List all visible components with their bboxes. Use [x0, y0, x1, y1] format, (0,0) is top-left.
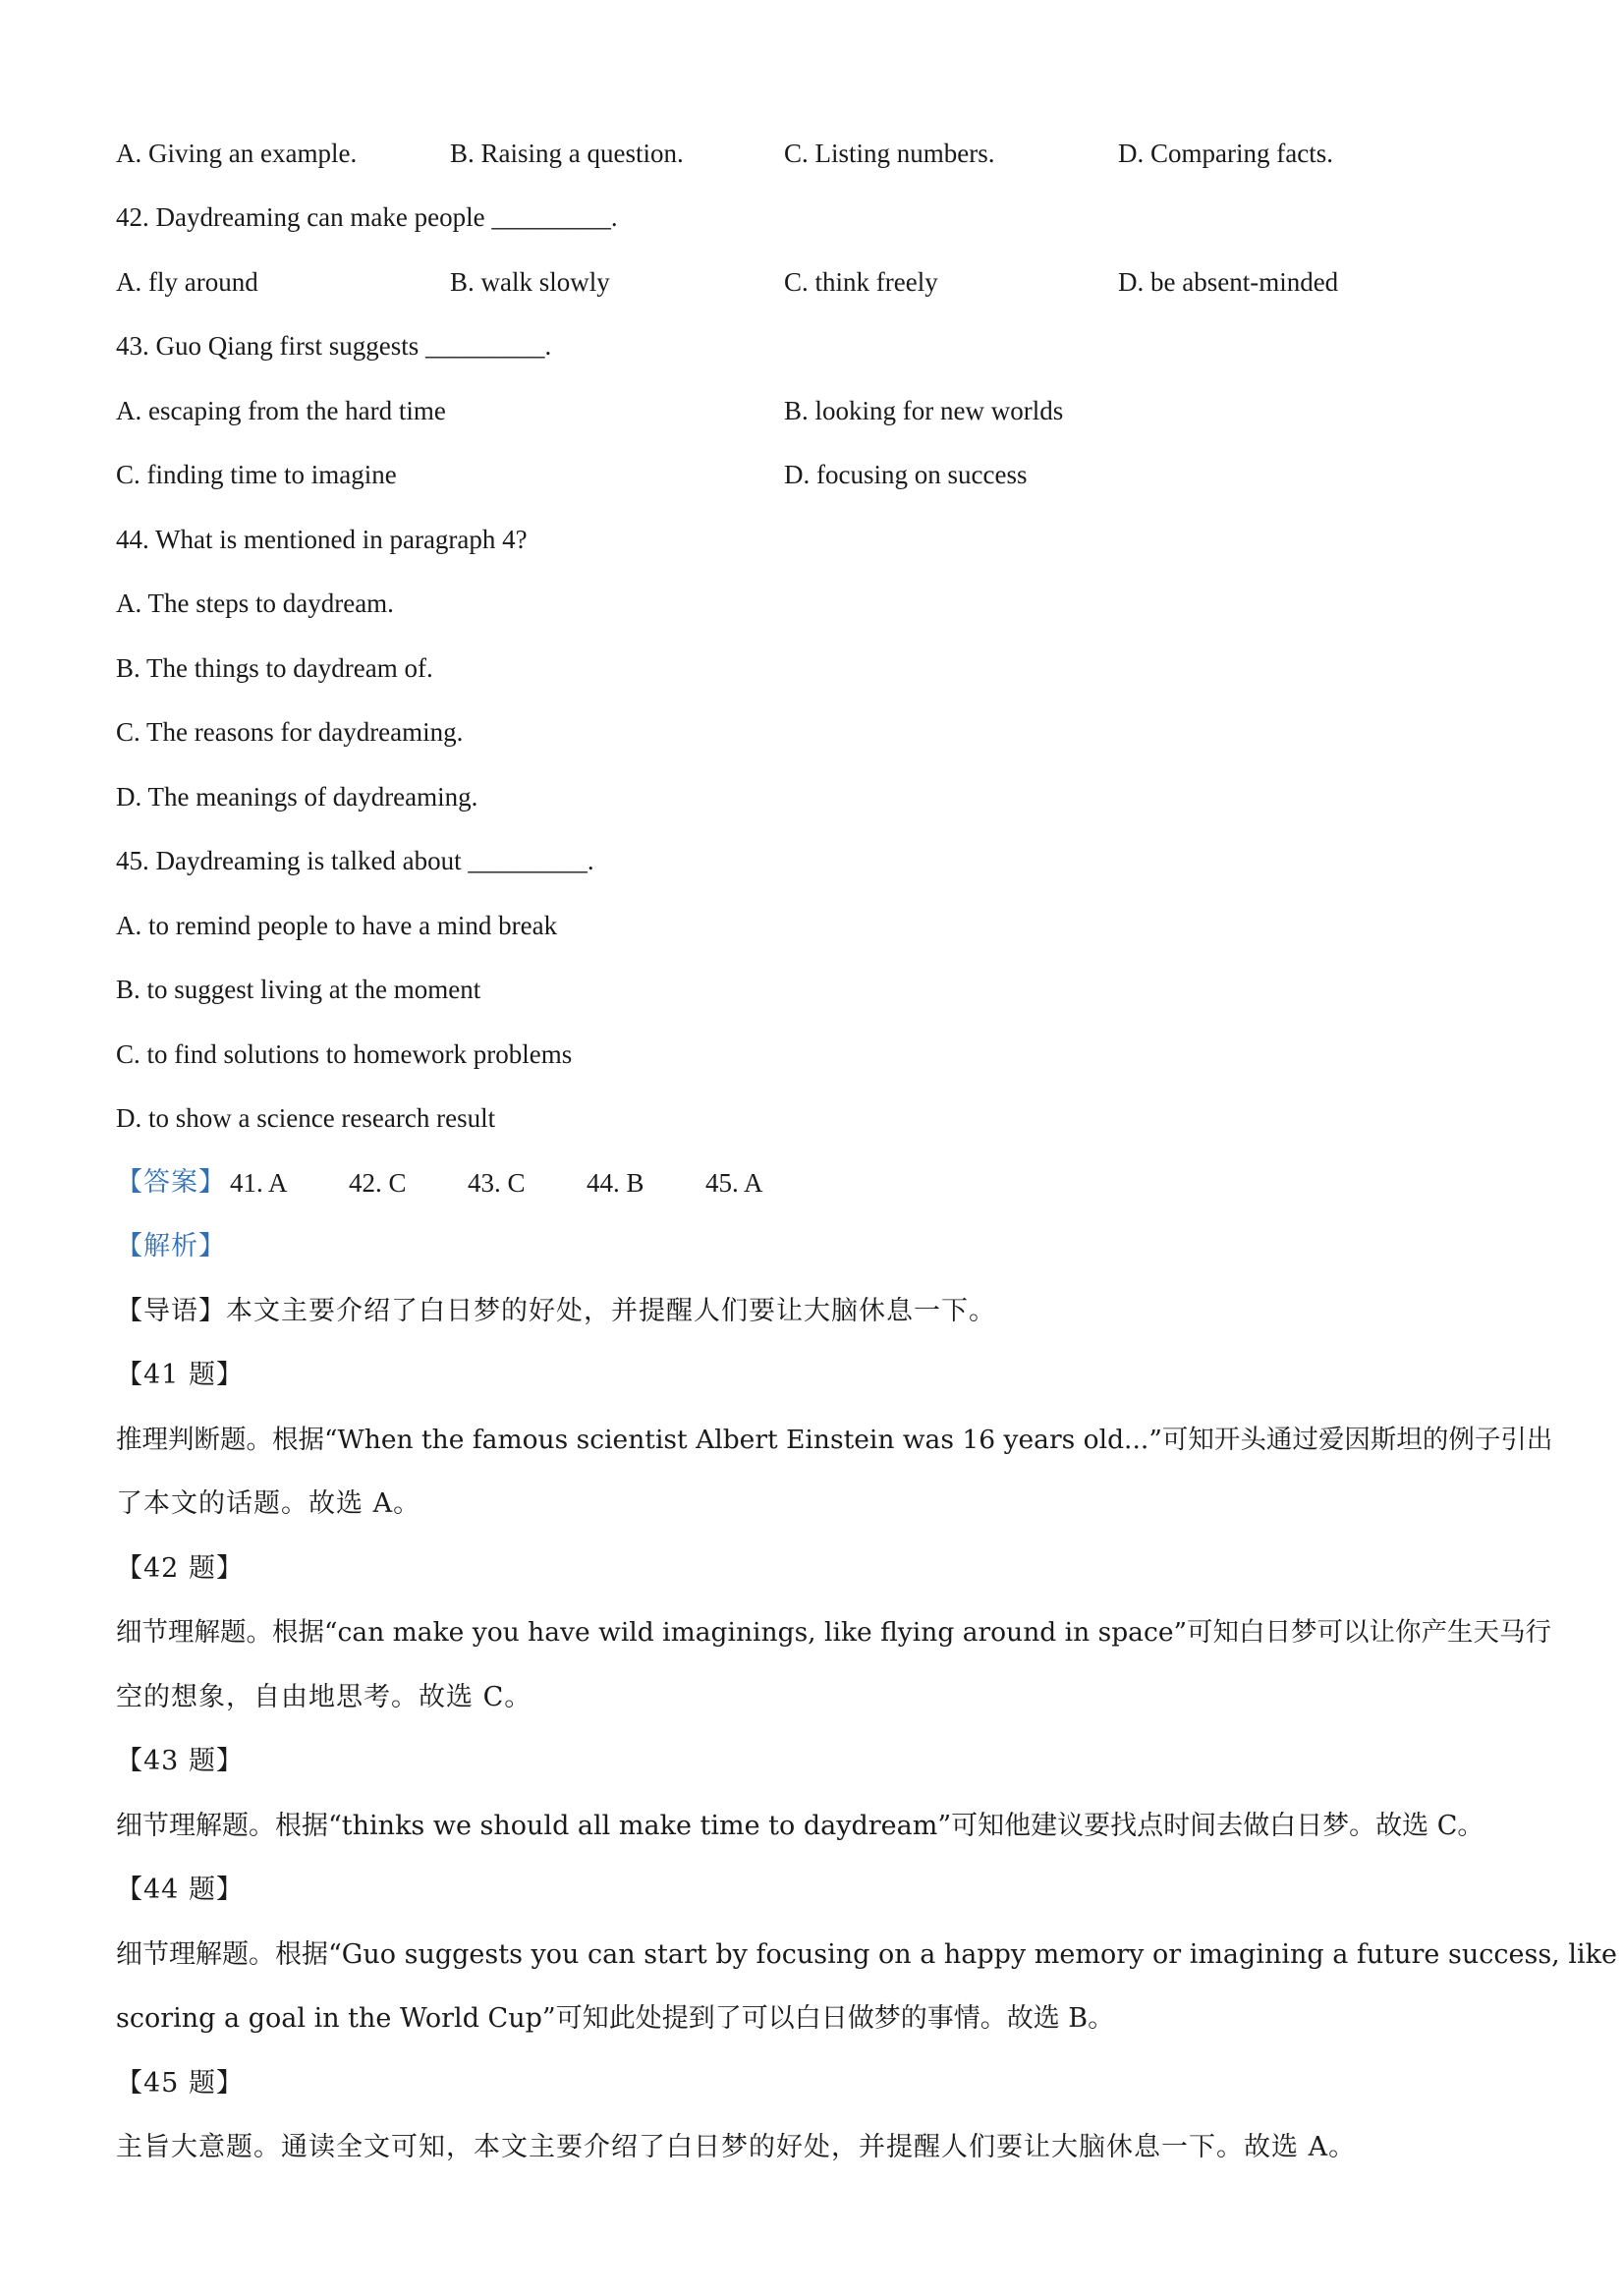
q41-options — [116, 129, 1491, 178]
answer-42: 42. C — [349, 1168, 407, 1198]
answer-label: 【答案】 — [116, 1167, 226, 1198]
q42-option-c: C. think freely — [784, 267, 938, 297]
q43-option-c: C. finding time to imagine — [116, 460, 397, 489]
q43-analysis-line1: 细节理解题。根据“thinks we should all make time to daydream”可知他建议要找点时间去做白日梦。故选 C。 — [116, 1811, 1484, 1841]
q41-analysis-line1: 推理判断题。根据“When the famous scientist Albert Einstein was 16 years old...”可知开头通过爱因斯坦的例子引出 — [116, 1425, 1553, 1455]
q43-stem: 43. Guo Qiang first suggests _________. — [116, 331, 552, 361]
q43-option-b: B. looking for new worlds — [784, 396, 1064, 425]
q42-options — [116, 257, 1491, 307]
answer-41: 41. A — [230, 1168, 288, 1198]
q45-option-b: B. to suggest living at the moment — [116, 975, 481, 1004]
q44-analysis-line2: scoring a goal in the World Cup”可知此处提到了可以白日做梦的事情。故选 B。 — [116, 2003, 1115, 2034]
q42-stem: 42. Daydreaming can make people _________. — [116, 202, 618, 232]
analysis-intro: 【导语】本文主要介绍了白日梦的好处，并提醒人们要让大脑休息一下。 — [116, 1296, 996, 1326]
q41-option-d: D. Comparing facts. — [1118, 139, 1333, 168]
q43-option-d: D. focusing on success — [784, 460, 1028, 489]
q45-analysis-heading: 【45 题】 — [116, 2068, 244, 2099]
q43-options-row2 — [116, 450, 1491, 499]
q45-stem: 45. Daydreaming is talked about _________. — [116, 846, 594, 875]
q45-option-c: C. to find solutions to homework problems — [116, 1039, 573, 1069]
q41-analysis-heading: 【41 题】 — [116, 1360, 244, 1390]
q42-option-b: B. walk slowly — [450, 267, 610, 297]
q44-stem: 44. What is mentioned in paragraph 4? — [116, 525, 528, 554]
q44-option-d: D. The meanings of daydreaming. — [116, 782, 478, 812]
q44-analysis-line1: 细节理解题。根据“Guo suggests you can start by focusing on a happy memory or imagining a future success, like — [116, 1939, 1617, 1970]
q42-analysis-heading: 【42 题】 — [116, 1553, 244, 1584]
q43-option-a: A. escaping from the hard time — [116, 396, 446, 425]
q42-analysis-line1: 细节理解题。根据“can make you have wild imaginings, like flying around in space”可知白日梦可以让你产生天马行 — [116, 1617, 1552, 1648]
q45-option-d: D. to show a science research result — [116, 1103, 496, 1133]
q41-option-c: C. Listing numbers. — [784, 139, 995, 168]
answer-43: 43. C — [468, 1168, 526, 1198]
q43-analysis-heading: 【43 题】 — [116, 1746, 244, 1776]
q44-option-b: B. The things to daydream of. — [116, 653, 433, 683]
q41-analysis-line2: 了本文的话题。故选 A。 — [116, 1488, 421, 1519]
q42-option-d: D. be absent-minded — [1118, 267, 1339, 297]
analysis-label: 【解析】 — [116, 1231, 226, 1261]
q45-option-a: A. to remind people to have a mind break — [116, 911, 558, 940]
q44-analysis-heading: 【44 题】 — [116, 1875, 244, 1905]
q44-option-a: A. The steps to daydream. — [116, 588, 394, 618]
answer-44: 44. B — [587, 1168, 644, 1198]
q42-option-a: A. fly around — [116, 267, 258, 297]
answer-45: 45. A — [705, 1168, 763, 1198]
q42-analysis-line2: 空的想象，自由地思考。故选 C。 — [116, 1682, 532, 1712]
q45-analysis-line1: 主旨大意题。通读全文可知，本文主要介绍了白日梦的好处，并提醒人们要让大脑休息一下。故选 A。 — [116, 2132, 1357, 2162]
q41-option-a: A. Giving an example. — [116, 139, 358, 168]
q43-options-row1 — [116, 386, 1491, 435]
answer-line — [116, 1158, 902, 1207]
q44-option-c: C. The reasons for daydreaming. — [116, 717, 464, 747]
q41-option-b: B. Raising a question. — [450, 139, 684, 168]
